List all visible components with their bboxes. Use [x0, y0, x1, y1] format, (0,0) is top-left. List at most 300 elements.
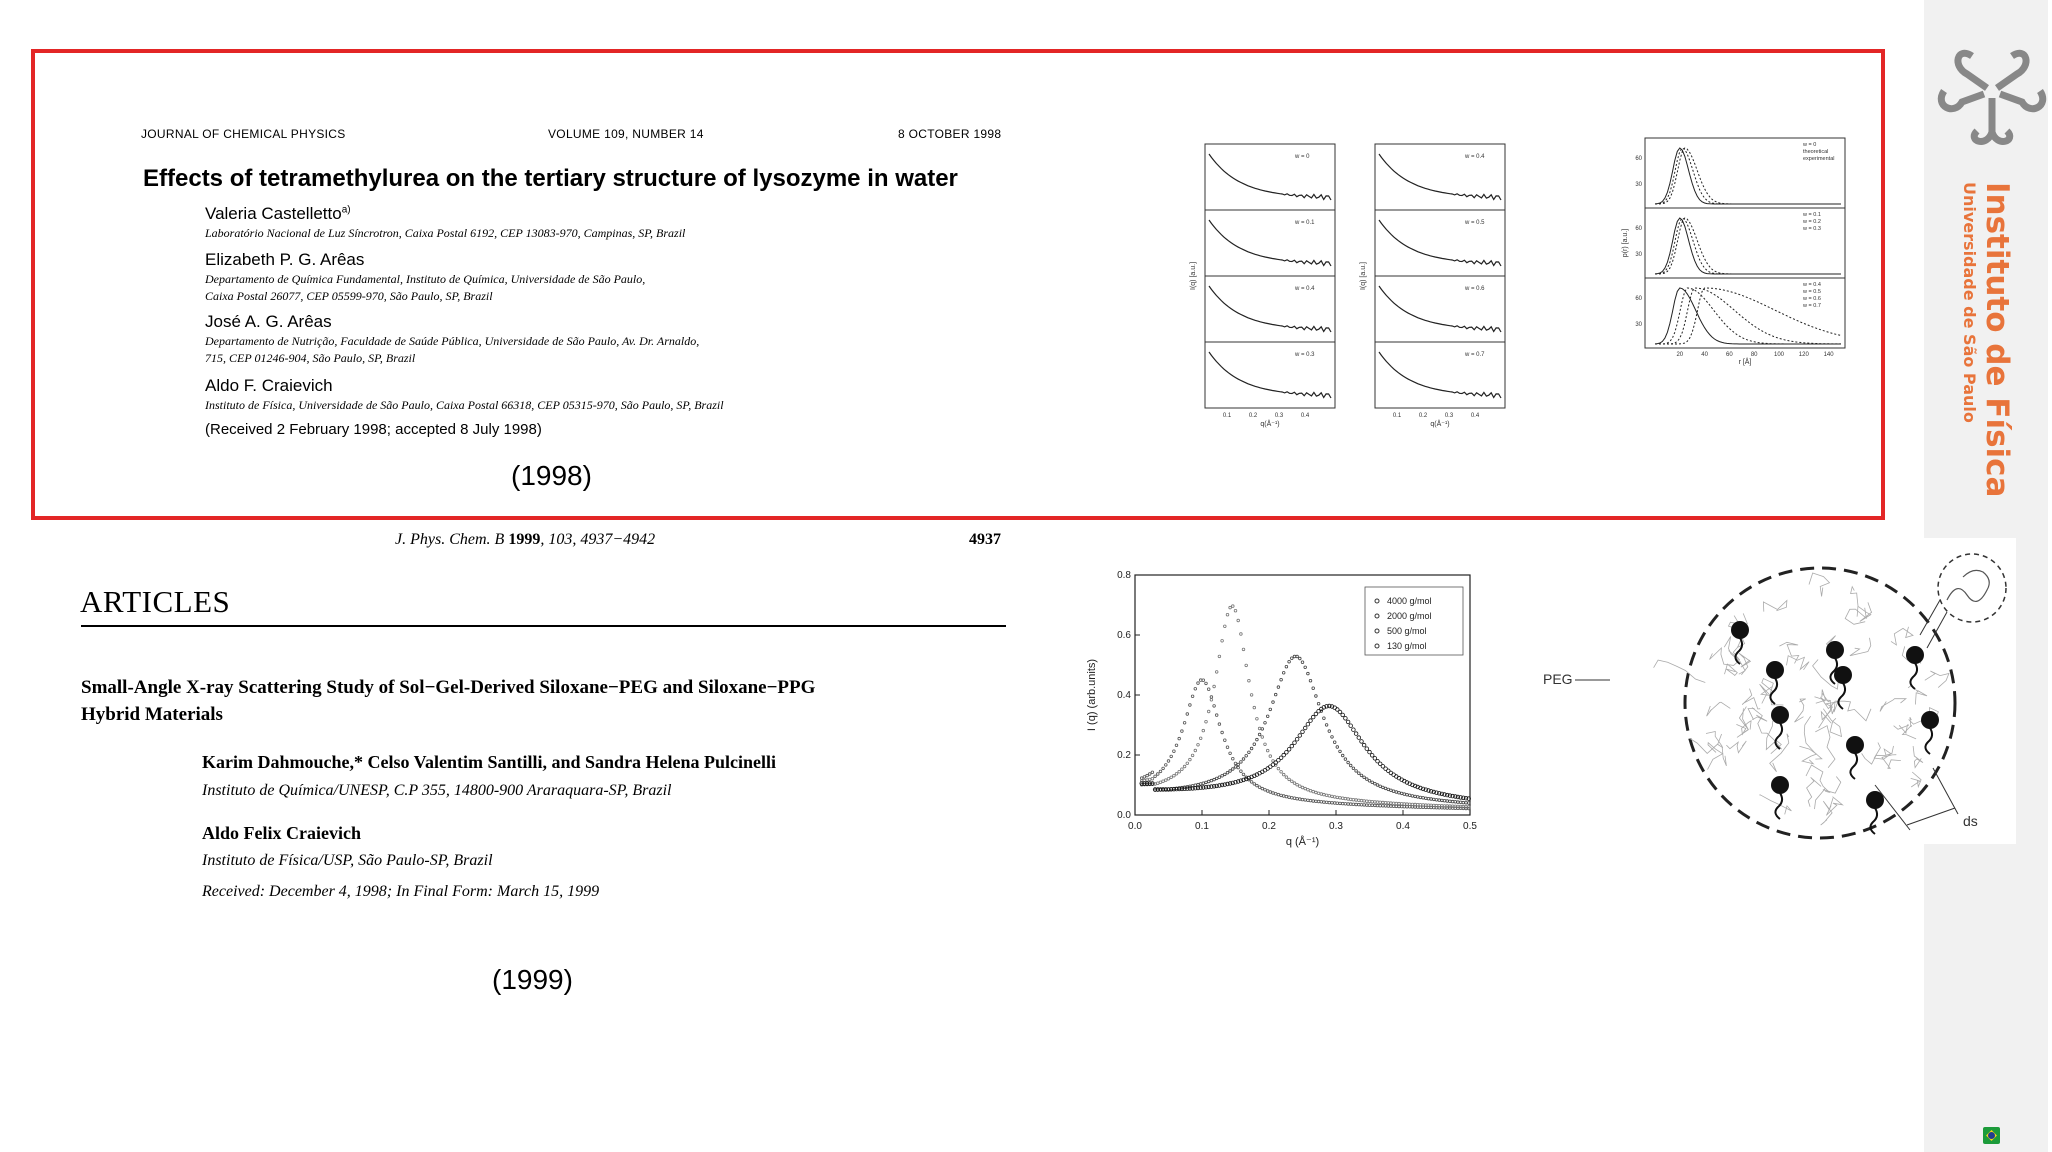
paper1-affil-4: Instituto de Física, Universidade de São Paulo, Caixa Postal 66318, CEP 05315-970, São Paulo, SP, Brazil	[205, 398, 724, 412]
siloxane-cluster	[1771, 706, 1789, 724]
data-point	[1411, 795, 1414, 798]
data-point	[1202, 679, 1205, 682]
data-point	[1349, 724, 1353, 728]
x-axis-label: q (Å⁻¹)	[1285, 836, 1320, 848]
data-point	[1357, 736, 1361, 740]
data-point	[1178, 737, 1181, 740]
data-point	[1189, 758, 1192, 761]
data-point	[1309, 799, 1312, 802]
x-tick-label: 0.1	[1392, 413, 1402, 419]
data-point	[1451, 800, 1454, 803]
data-point	[1221, 775, 1224, 778]
data-point	[1285, 776, 1288, 779]
data-point	[1237, 619, 1240, 622]
data-point	[1293, 797, 1296, 800]
data-point	[1376, 804, 1379, 807]
data-point	[1224, 625, 1227, 628]
data-point	[1328, 730, 1331, 733]
data-point	[1331, 795, 1334, 798]
data-point	[1312, 800, 1315, 803]
paper1-affil-2b: Caixa Postal 26077, CEP 05599-970, São Paulo, SP, Brazil	[205, 289, 493, 303]
data-point	[1379, 801, 1382, 804]
data-point	[1173, 750, 1176, 753]
data-point	[1285, 751, 1289, 755]
paper1-author-2: Elizabeth P. G. Arêas	[205, 250, 365, 269]
data-point	[1148, 778, 1151, 781]
data-point	[1181, 768, 1184, 771]
x-tick-label: 0.4	[1300, 413, 1310, 419]
data-point	[1309, 719, 1313, 723]
data-point	[1240, 761, 1243, 764]
data-point	[1274, 693, 1277, 696]
data-point	[1416, 803, 1419, 806]
data-point	[1205, 682, 1208, 685]
data-point	[1253, 783, 1256, 786]
data-point	[1462, 805, 1465, 808]
data-point	[1376, 784, 1379, 787]
paper1-received: (Received 2 February 1998; accepted 8 July 1998)	[205, 421, 542, 438]
y-tick-label: 60	[1635, 156, 1642, 162]
data-point	[1347, 798, 1350, 801]
data-point	[1376, 801, 1379, 804]
x-tick-label: 0.2	[1262, 821, 1276, 832]
data-point	[1215, 714, 1218, 717]
data-point	[1403, 803, 1406, 806]
saxs-panel-frame	[1205, 342, 1335, 408]
legend-entry: w = 0.4	[1803, 282, 1821, 288]
data-point	[1344, 797, 1347, 800]
saxs-curve	[1209, 220, 1331, 266]
data-point	[1146, 774, 1149, 777]
data-point	[1403, 793, 1406, 796]
data-point	[1266, 715, 1269, 718]
caption-1999: (1999)	[492, 964, 573, 995]
data-point	[1253, 743, 1256, 746]
paper2-page: 4937	[969, 531, 1001, 548]
data-point	[1282, 672, 1285, 675]
data-point	[1285, 665, 1288, 668]
data-point	[1178, 770, 1181, 773]
legend-entry: 2000 g/mol	[1387, 611, 1432, 621]
data-point	[1165, 764, 1168, 767]
data-point	[1371, 781, 1374, 784]
data-point	[1360, 774, 1363, 777]
data-point	[1264, 722, 1267, 725]
peg-label: PEG	[1543, 671, 1573, 687]
data-point	[1210, 779, 1213, 782]
data-point	[1344, 803, 1347, 806]
data-point	[1274, 793, 1277, 796]
data-point	[1157, 782, 1160, 785]
data-point	[1395, 802, 1398, 805]
data-point	[1382, 801, 1385, 804]
y-tick-label: 0.6	[1117, 630, 1131, 641]
data-point	[1232, 757, 1235, 760]
data-point	[1296, 783, 1299, 786]
data-point	[1358, 772, 1361, 775]
data-point	[1237, 766, 1240, 769]
data-point	[1406, 793, 1409, 796]
legend-entry: w = 0.5	[1803, 289, 1821, 295]
data-point	[1197, 783, 1200, 786]
data-point	[1325, 724, 1328, 727]
data-point	[1282, 773, 1285, 776]
data-point	[1344, 717, 1348, 721]
legend-entry: theoretical	[1803, 149, 1829, 155]
data-point	[1352, 767, 1355, 770]
data-point	[1194, 688, 1197, 691]
data-point	[1398, 805, 1401, 808]
data-point	[1189, 704, 1192, 707]
data-point	[1363, 800, 1366, 803]
data-point	[1173, 774, 1176, 777]
data-point	[1221, 731, 1224, 734]
data-point	[1425, 797, 1428, 800]
data-point	[1264, 789, 1267, 792]
data-point	[1333, 741, 1336, 744]
zoom-inset-circle	[1938, 554, 2006, 622]
institute-name: Instituto de Física	[1979, 182, 2015, 498]
data-point	[1250, 694, 1253, 697]
data-point	[1175, 773, 1178, 776]
data-point	[1325, 794, 1328, 797]
data-point	[1347, 761, 1350, 764]
data-point	[1387, 802, 1390, 805]
y-tick-label: 60	[1635, 296, 1642, 302]
x-tick-label: 0.5	[1463, 821, 1477, 832]
data-point	[1307, 672, 1310, 675]
data-point	[1320, 793, 1323, 796]
data-point	[1151, 771, 1154, 774]
panel-label: w = 0.5	[1465, 220, 1485, 226]
data-point	[1366, 800, 1369, 803]
data-point	[1162, 767, 1165, 770]
data-point	[1414, 795, 1417, 798]
legend	[1365, 587, 1463, 655]
y-tick-label: 0.8	[1117, 570, 1131, 581]
data-point	[1371, 804, 1374, 807]
data-point	[1299, 798, 1302, 801]
data-point	[1183, 765, 1186, 768]
data-point	[1398, 791, 1401, 794]
data-point	[1309, 679, 1312, 682]
data-point	[1199, 737, 1202, 740]
legend-entry: w = 0.2	[1803, 219, 1821, 225]
data-point	[1301, 730, 1305, 734]
x-tick-label: 60	[1726, 352, 1733, 358]
data-point	[1207, 688, 1210, 691]
data-point	[1408, 803, 1411, 806]
y-tick-label: 30	[1635, 252, 1642, 258]
x-tick-label: 0.4	[1470, 413, 1480, 419]
data-point	[1419, 804, 1422, 807]
data-point	[1224, 739, 1227, 742]
data-point	[1333, 796, 1336, 799]
data-point	[1306, 722, 1310, 726]
data-point	[1336, 746, 1339, 749]
data-point	[1261, 787, 1264, 790]
journal-name: JOURNAL OF CHEMICAL PHYSICS	[141, 127, 346, 141]
data-point	[1449, 800, 1452, 803]
saxs-curve	[1209, 286, 1331, 332]
data-point	[1438, 799, 1441, 802]
data-point	[1148, 773, 1151, 776]
data-point	[1331, 802, 1334, 805]
university-name: Universidade de São Paulo	[1960, 182, 1979, 423]
data-point	[1360, 799, 1363, 802]
x-tick-label: 0.1	[1222, 413, 1232, 419]
data-point	[1261, 736, 1264, 739]
data-point	[1301, 786, 1304, 789]
data-point	[1226, 771, 1229, 774]
data-point	[1354, 732, 1358, 736]
data-point	[1368, 750, 1372, 754]
x-tick-label: 100	[1773, 352, 1785, 358]
data-point	[1232, 768, 1235, 771]
saxs-panel-frame	[1375, 210, 1505, 276]
data-point	[1362, 743, 1366, 747]
data-point	[1339, 797, 1342, 800]
data-point	[1406, 806, 1409, 809]
saxs-panel-frame	[1205, 144, 1335, 210]
data-point	[1384, 787, 1387, 790]
x-axis-label: q(Å⁻¹)	[1430, 421, 1450, 428]
data-point	[1457, 801, 1460, 804]
data-point	[1303, 726, 1307, 730]
panel-label: w = 0.3	[1295, 352, 1315, 358]
data-point	[1363, 804, 1366, 807]
data-point	[1370, 754, 1374, 758]
data-point	[1323, 717, 1326, 720]
data-point	[1221, 640, 1224, 643]
panel-label: w = 0	[1295, 154, 1310, 160]
data-point	[1392, 802, 1395, 805]
data-point	[1140, 777, 1143, 780]
paper1-title: Effects of tetramethylurea on the tertiary structure of lysozyme in water	[143, 165, 958, 192]
data-point	[1261, 728, 1264, 731]
data-point	[1341, 754, 1344, 757]
data-point	[1197, 744, 1200, 747]
data-point	[1242, 773, 1245, 776]
data-point	[1253, 706, 1256, 709]
data-point	[1435, 799, 1438, 802]
data-point	[1317, 792, 1320, 795]
section-heading: ARTICLES	[80, 584, 231, 619]
paper1-author-1: Valeria Castelletto$^{a)}$	[205, 204, 351, 223]
journal-date: 8 OCTOBER 1998	[898, 127, 1002, 141]
data-point	[1304, 799, 1307, 802]
x-tick-label: 0.4	[1396, 821, 1410, 832]
data-point	[1299, 657, 1302, 660]
data-point	[1280, 794, 1283, 797]
paper2-title: Small-Angle X-ray Scattering Study of Sol−Gel-Derived Siloxane−PEG and Siloxane−PPG Hybrid Materials	[81, 677, 816, 725]
y-axis-label: I(q) [a.u.]	[1190, 261, 1197, 291]
data-point	[1291, 657, 1294, 660]
data-point	[1331, 736, 1334, 739]
caption-1998: (1998)	[511, 460, 592, 491]
data-point	[1215, 777, 1218, 780]
data-point	[1443, 799, 1446, 802]
data-point	[1304, 787, 1307, 790]
data-point	[1151, 777, 1154, 780]
legend-entry: 500 g/mol	[1387, 626, 1427, 636]
data-point	[1408, 794, 1411, 797]
saxs-panel-frame	[1205, 210, 1335, 276]
data-point	[1435, 804, 1438, 807]
data-point	[1296, 797, 1299, 800]
data-point	[1459, 805, 1462, 808]
data-point	[1202, 782, 1205, 785]
data-point	[1400, 792, 1403, 795]
data-point	[1242, 758, 1245, 761]
panel-label: w = 0.7	[1465, 352, 1485, 358]
x-axis-label: q(Å⁻¹)	[1260, 421, 1280, 428]
x-tick-label: 0.3	[1274, 413, 1284, 419]
data-point	[1290, 744, 1294, 748]
data-point	[1366, 778, 1369, 781]
y-axis-label: I (q) (arb.units)	[1086, 658, 1098, 732]
data-point	[1425, 804, 1428, 807]
data-point	[1240, 633, 1243, 636]
data-point	[1441, 799, 1444, 802]
data-point	[1427, 797, 1430, 800]
y-axis-label: p(r) [a.u.]	[1622, 228, 1629, 258]
data-point	[1352, 728, 1356, 732]
data-point	[1349, 798, 1352, 801]
legend-entry: w = 0.3	[1803, 226, 1821, 232]
panel-label: w = 0.4	[1465, 154, 1485, 160]
data-point	[1352, 803, 1355, 806]
y-axis-label: I(q) [a.u.]	[1360, 261, 1367, 291]
data-point	[1213, 705, 1216, 708]
x-tick-label: 140	[1823, 352, 1834, 358]
institute-logo-icon	[1932, 36, 2052, 148]
data-point	[1446, 800, 1449, 803]
data-point	[1363, 776, 1366, 779]
data-point	[1280, 771, 1283, 774]
data-point	[1210, 699, 1213, 702]
legend-entry: 130 g/mol	[1387, 641, 1427, 651]
data-point	[1406, 803, 1409, 806]
paper1-affil-1: Laboratório Nacional de Luz Síncrotron, Caixa Postal 6192, CEP 13083-970, Campinas, SP, Brazil	[205, 226, 686, 240]
data-point	[1374, 804, 1377, 807]
x-tick-label: 0.2	[1248, 413, 1258, 419]
data-point	[1269, 755, 1272, 758]
data-point	[1301, 798, 1304, 801]
data-point	[1374, 801, 1377, 804]
data-point	[1191, 754, 1194, 757]
data-point	[1465, 802, 1468, 805]
data-point	[1422, 797, 1425, 800]
saxs-curve	[1379, 286, 1501, 332]
data-point	[1307, 799, 1310, 802]
data-point	[1368, 780, 1371, 783]
paper1-affil-3b: 715, CEP 01246-904, São Paulo, SP, Brazil	[205, 351, 416, 365]
data-point	[1154, 775, 1157, 778]
paper2-affil-2: Instituto de Física/USP, São Paulo-SP, Brazil	[202, 852, 493, 869]
data-point	[1323, 801, 1326, 804]
data-point	[1280, 678, 1283, 681]
data-point	[1355, 799, 1358, 802]
data-point	[1167, 778, 1170, 781]
saxs-panel-frame	[1375, 342, 1505, 408]
legend-entry: w = 0.6	[1803, 296, 1821, 302]
data-point	[1382, 786, 1385, 789]
data-point	[1467, 802, 1470, 805]
data-point	[1325, 801, 1328, 804]
data-point	[1341, 797, 1344, 800]
legend-entry: w = 0.7	[1803, 303, 1821, 309]
data-point	[1403, 805, 1406, 808]
data-point	[1165, 779, 1168, 782]
data-point	[1430, 798, 1433, 801]
data-point	[1438, 804, 1441, 807]
data-point	[1379, 785, 1382, 788]
data-point	[1341, 713, 1345, 717]
paper1-figures	[1190, 138, 1835, 448]
x-tick-label: 0.3	[1444, 413, 1454, 419]
data-point	[1258, 727, 1261, 730]
journal-volume: VOLUME 109, NUMBER 14	[548, 127, 704, 141]
data-point	[1191, 695, 1194, 698]
data-point	[1295, 737, 1299, 741]
saxs-curve	[1209, 352, 1331, 398]
data-point	[1336, 802, 1339, 805]
paper2-affil-1: Instituto de Química/UNESP, C.P 355, 14800-900 Araraquara-SP, Brazil	[202, 782, 672, 799]
panel-label: w = 0.6	[1465, 286, 1485, 292]
y-tick-label: 0.4	[1117, 690, 1131, 701]
data-point	[1333, 802, 1336, 805]
data-point	[1186, 762, 1189, 765]
data-point	[1162, 780, 1165, 783]
data-point	[1229, 606, 1232, 609]
x-tick-label: 0.0	[1128, 821, 1142, 832]
data-point	[1170, 776, 1173, 779]
data-point	[1296, 655, 1299, 658]
data-point	[1395, 805, 1398, 808]
saxs-peg-chart	[1075, 560, 1495, 870]
data-point	[1309, 789, 1312, 792]
data-point	[1159, 781, 1162, 784]
data-point	[1414, 803, 1417, 806]
data-point	[1215, 671, 1218, 674]
data-point	[1446, 805, 1449, 808]
data-point	[1210, 696, 1213, 699]
data-point	[1232, 605, 1235, 608]
data-point	[1339, 750, 1342, 753]
data-point	[1248, 751, 1251, 754]
x-tick-label: 120	[1798, 352, 1809, 358]
data-point	[1311, 715, 1315, 719]
data-point	[1207, 780, 1210, 783]
data-point	[1266, 749, 1269, 752]
data-point	[1245, 755, 1248, 758]
hybrid-structure-schematic	[1535, 540, 2015, 850]
data-point	[1459, 801, 1462, 804]
data-point	[1315, 695, 1318, 698]
data-point	[1264, 743, 1267, 746]
panel-label: w = 0.1	[1295, 220, 1315, 226]
data-point	[1346, 720, 1350, 724]
data-point	[1234, 762, 1237, 765]
saxs-curve	[1379, 352, 1501, 398]
data-point	[1258, 733, 1261, 736]
data-point	[1419, 796, 1422, 799]
data-point	[1146, 779, 1149, 782]
saxs-panel-column-2	[1360, 144, 1505, 428]
data-point	[1256, 718, 1259, 721]
data-point	[1384, 805, 1387, 808]
